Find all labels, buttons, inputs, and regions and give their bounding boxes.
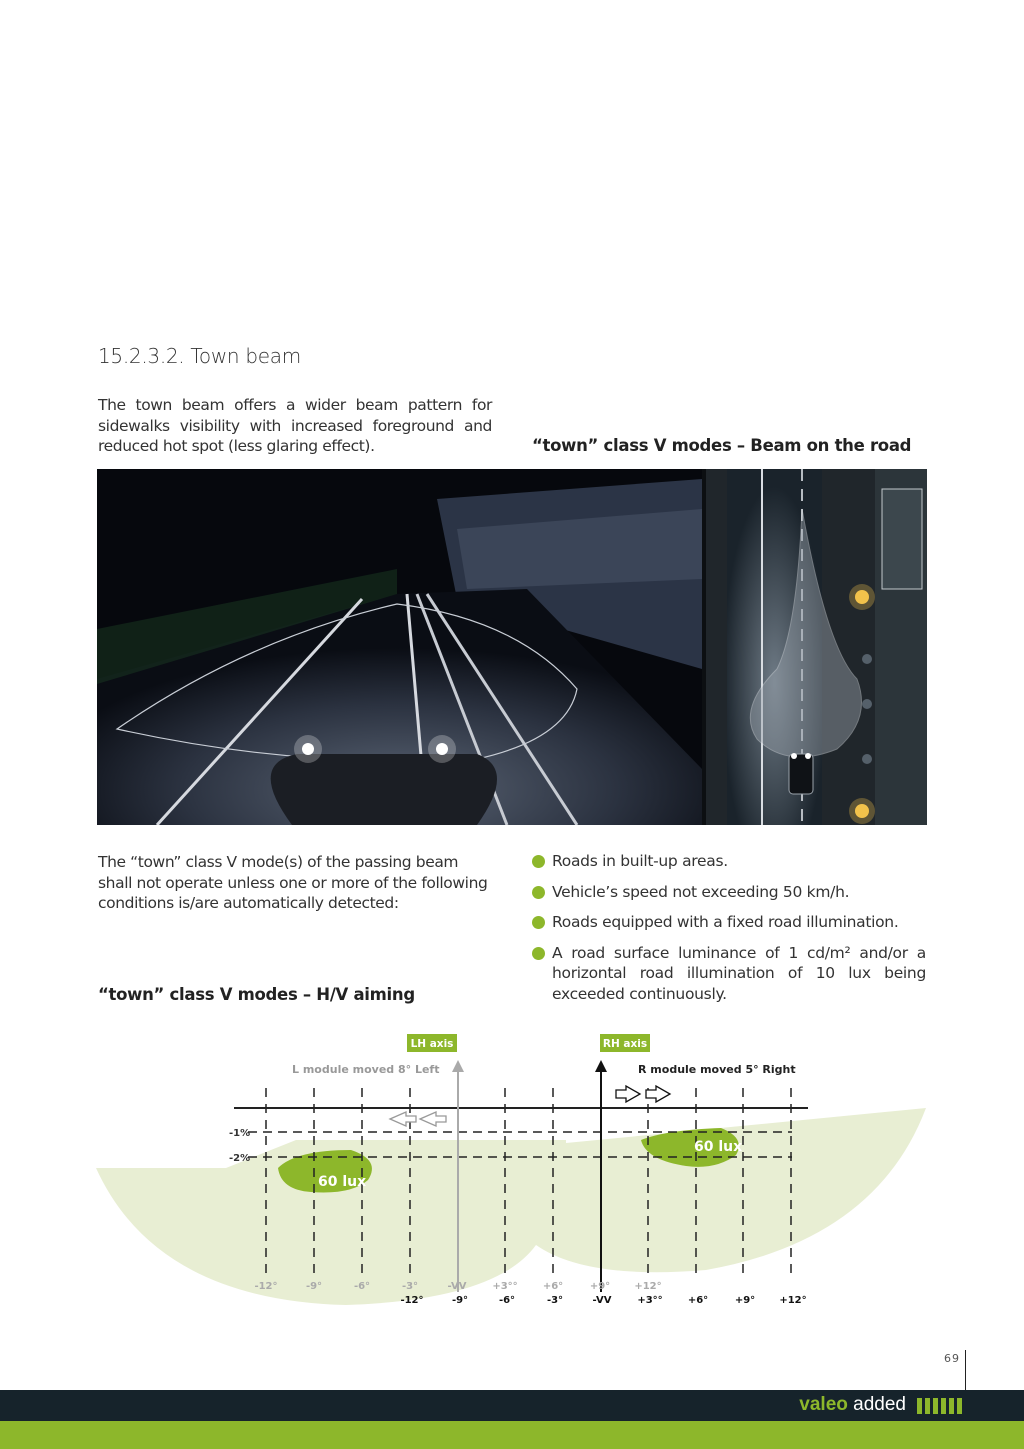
tick-label-top: +12° xyxy=(634,1281,662,1292)
tick-label-bottom: +9° xyxy=(734,1295,756,1306)
tick-label-top: -3° xyxy=(401,1281,419,1292)
tick-label-top: -9° xyxy=(305,1281,323,1292)
v-label-2: -2% xyxy=(229,1153,251,1164)
v-label-1: -1% xyxy=(229,1128,251,1139)
page-rule xyxy=(965,1350,966,1390)
bullet-icon xyxy=(532,916,545,929)
bullet-icon xyxy=(532,855,545,868)
tick-label-top: -VV xyxy=(447,1281,467,1292)
page-number: 69 xyxy=(944,1352,960,1365)
lh-axis-label: LH axis xyxy=(410,1038,454,1050)
lux-label-right: 60 lux xyxy=(694,1139,743,1155)
conditions-list xyxy=(532,851,926,1014)
brand-logo xyxy=(799,1394,906,1416)
tick-label-bottom: +12° xyxy=(779,1295,807,1306)
tick-label-bottom: -VV xyxy=(592,1295,612,1306)
rh-axis-label: RH axis xyxy=(602,1038,648,1050)
section-title: 15.2.3.2. Town beam xyxy=(98,344,301,368)
list-item: Vehicle’s speed not exceeding 50 km/h. xyxy=(532,882,926,903)
r-module-label: R module moved 5° Right xyxy=(638,1063,796,1076)
beam-on-road-heading: “town” class V modes – Beam on the road xyxy=(532,436,912,455)
brand-added: added xyxy=(853,1394,906,1415)
lh-axis-arrow-icon xyxy=(452,1060,464,1072)
list-item: A road surface luminance of 1 cd/m² and/or a horizontal road illumination of 10 lux being exceeded continuously. xyxy=(532,943,926,1005)
tick-label-top: +9° xyxy=(589,1281,611,1292)
right-shift-arrows-icon xyxy=(616,1086,670,1102)
aiming-heading: “town” class V modes – H/V aiming xyxy=(98,985,415,1004)
list-item: Roads equipped with a fixed road illumination. xyxy=(532,912,926,933)
lux-label-left: 60 lux xyxy=(318,1174,367,1190)
tick-label-top: +3°° xyxy=(492,1281,518,1292)
tick-label-bottom: -12° xyxy=(400,1295,424,1306)
beam-pattern xyxy=(96,1108,926,1305)
brand-bars-icon xyxy=(917,1398,962,1414)
conditions-intro: The “town” class V mode(s) of the passing beam shall not operate unless one or more of the following conditions is/are automatically detected: xyxy=(98,853,488,912)
tick-label-bottom: -6° xyxy=(498,1295,516,1306)
tick-label-top: -6° xyxy=(353,1281,371,1292)
tick-label-bottom: -3° xyxy=(546,1295,564,1306)
hv-aiming-diagram xyxy=(96,1030,926,1310)
tick-label-bottom: +6° xyxy=(687,1295,709,1306)
bullet-icon xyxy=(532,886,545,899)
left-shift-arrows-icon xyxy=(390,1112,446,1126)
tick-label-bottom: -9° xyxy=(451,1295,469,1306)
tick-label-top: -12° xyxy=(254,1281,278,1292)
l-module-label: L module moved 8° Left xyxy=(292,1063,440,1076)
list-item: Roads in built-up areas. xyxy=(532,851,926,872)
footer-accent-band xyxy=(0,1421,1024,1449)
rh-axis-arrow-icon xyxy=(595,1060,607,1072)
tick-label-top: +6° xyxy=(542,1281,564,1292)
night-road-photo xyxy=(97,469,927,825)
tick-label-bottom: +3°° xyxy=(637,1295,663,1306)
intro-paragraph: The town beam offers a wider beam pattern for sidewalks visibility with increased foreground and reduced hot spot (less glaring effect). xyxy=(98,396,492,455)
brand-valeo: valeo xyxy=(799,1394,848,1415)
bullet-icon xyxy=(532,947,545,960)
